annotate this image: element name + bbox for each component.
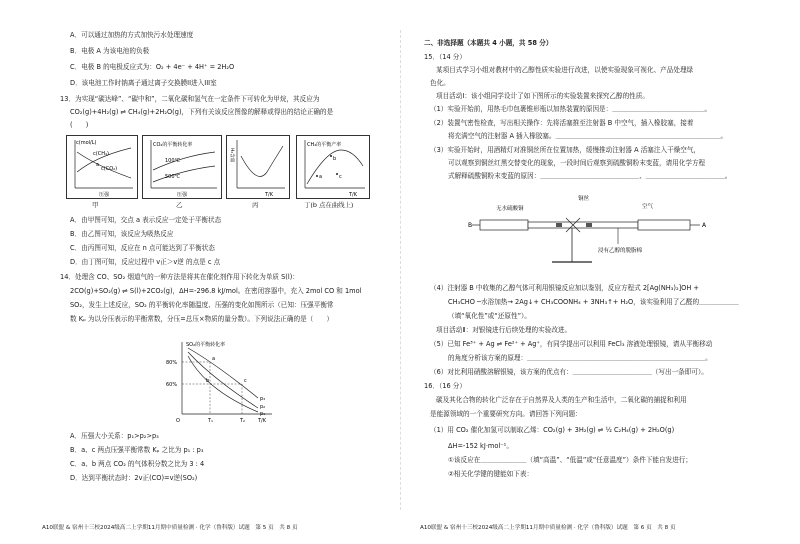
q15-sub-4a: （4）注射器 B 中收集的乙醇气体可利用银镜反应加以鉴别，反应方程式 2[Ag(NH₃)₂]OH + [430,284,699,292]
graph-jia-curve1: c(CH₄) [93,151,109,157]
graph-jia-point: a [96,162,100,168]
caption-bing: 丙 [252,201,259,209]
graph-yi-xlabel: 压强 [177,192,188,198]
graph-yi-t2: 500℃ [165,174,181,180]
so2-graph-origin: O [176,418,180,424]
apparatus-cuso4: 无水硫酸铜 [496,206,524,212]
q16-delta-h: ΔH=-152 kJ·mol⁻¹。 [448,442,513,450]
graph-jia [66,135,138,199]
caption-ding: 丁(b 点在曲线上) [304,201,354,209]
so2-graph-title: SO₂的平衡转化率 [186,342,226,348]
left-page [42,0,390,544]
graph-ding [296,135,370,199]
graph-jia-plot [67,136,137,198]
q14-stem-3: SO₂，发生上述反应，SO₂ 的平衡转化率随温度、压强的变化如图所示（已知：压强平衡常 [70,301,334,309]
q14-option-d: D．达到平衡状态时：2v正(CO)=v逆(SO₂) [70,474,198,482]
q13-option-c: C．由丙图可知，反应在 n 点可能达到了平衡状态 [70,244,215,252]
graph-bing [226,135,290,199]
so2-graph-b: b [206,378,210,384]
q15-sub-6: （6）对比利用硝酸溶解银镜，该方案的优点有：＿＿＿＿＿＿＿＿＿＿＿＿（写出一条即可）。 [430,368,708,376]
section-heading: 二、非选择题（本题共 4 小题，共 58 分） [424,39,553,47]
q15-sub-2a: （2）装置气密性检查，写出相关操作：先将活塞推至注射器 B 中空气，插入橡胶塞，接着 [430,119,694,127]
right-page [420,0,760,544]
q16-heading: 16．（16 分） [424,382,466,390]
q13-option-d: D．由丁图可知，反应过程中 v正＞v逆 的点是 c 点 [70,258,221,266]
so2-graph-t2: T₂ [240,418,246,424]
page-divider [400,30,401,510]
so2-graph-t1: T₁ [208,418,214,424]
q13-option-b: B．由乙图可知，该反应为吸热反应 [70,230,174,238]
q15-sub-3a: （3）实验开始时，用酒精灯对准铜丝所在位置加热，缓慢推动注射器 A 活塞注入干燥空气， [430,146,701,154]
apparatus-ethanol-cotton: 浸有乙醇的脱脂棉 [598,248,643,254]
q13-stem-2: CO₂(g)+4H₂(g) ⇌ CH₄(g)+2H₂O(g)，下列有关该反应图像的解释或得出的结论正确的是 [70,108,334,116]
graph-yi [142,135,222,199]
caption-jia: 甲 [92,201,99,209]
graph-jia-curve2: c(CO₂) [101,166,118,172]
so2-graph-p2: p₂ [260,404,266,410]
apparatus-a: A [702,222,707,229]
graph-ding-title: CH₄的平衡产率 [307,142,342,148]
so2-graph-a: a [212,356,216,362]
apparatus-cu-wire: 铜丝 [578,196,590,202]
graph-ding-plot [297,136,369,198]
q13-option-a: A．由甲图可知，交点 a 表示反应一定处于平衡状态 [70,216,222,224]
graph-ding-b: b [333,156,337,162]
q15-sub-3b: 可以观察到铜丝红黑交替变化的现象，一段时间后观察到硫酸铜粉末变蓝，请用化学方程 [448,159,706,167]
q14-stem-1: 14．处理含 CO、SO₂ 烟道气的一种方法是将其在催化剂作用下转化为单质 S(l)： [60,273,299,281]
q16-sub-1-i: ①该反应在＿＿＿＿＿＿＿（填“高温”、“低温”或“任意温度”）条件下能自发进行； [448,456,692,464]
q15-activity-2: 项目活动Ⅱ：对银镜进行后续处理的实验改进。 [436,326,572,334]
q15-sub-2b: 将充满空气的注射器 A 插入橡胶塞。＿＿＿＿＿＿＿＿＿＿＿＿＿＿＿＿＿＿＿＿＿＿＿＿＿。 [448,132,728,140]
graph-ding-xlabel: T/K [349,192,358,198]
q15-sub-1: （1）实验开始前，用热毛巾包裹锥形瓶以加热装置的原因是：＿＿＿＿＿＿＿＿＿＿＿＿＿＿。 [430,105,712,113]
so2-conversion-graph [166,338,276,424]
q14-option-b: B．a、c 两点压强平衡常数 Kₚ 之比为 p₁ : p₃ [70,446,204,454]
graph-ding-a: a [319,174,323,180]
left-footer: A10联盟 & 宿州十三校2024级高二上学期11月期中质量检测 · 化学（鲁科版）试题 第 5 页 共 8 页 [42,525,298,531]
apparatus-diagram [468,190,708,276]
q12-option-a: A．可以通过加热的方式加快污水处理速度 [70,31,194,39]
q13-stem-3: ( ) [70,121,89,129]
q15-intro-2: 色化。 [430,79,450,87]
q15-sub-5a: （5）已知 Fe³⁺ + Ag ⇌ Fe²⁺ + Ag⁺，有同学提出可以利用 FeCl₃ 溶液处理银镜，请从平衡移动 [430,340,713,348]
q15-sub-5b: 的角度分析该方案的原理：＿＿＿＿＿＿＿＿＿＿＿＿＿＿＿＿＿＿＿＿＿＿＿＿＿＿＿。 [448,354,712,362]
q12-option-c: C．电极 B 的电极反应式为：O₂ + 4e⁻ + 4H⁺ = 2H₂O [70,63,235,71]
graph-jia-xlabel: 压强 [99,192,110,198]
q16-sub-1-ii: ②相关化学键的键能如下表： [448,470,534,478]
q14-option-a: A．压强大小关系：p₁>p₂>p₃ [70,432,159,440]
graph-bing-xlabel: T/K [265,192,274,198]
so2-graph-p3: p₃ [260,396,266,402]
so2-graph-c: c [244,378,247,384]
q15-sub-4c: （填“氧化性”或“还原性”）。 [448,312,531,320]
graph-ding-c: c [339,174,342,180]
so2-graph-y60: 60% [166,382,178,388]
q15-sub-3c: 式解释硫酸铜粉末变蓝的原因：＿＿＿＿＿＿＿＿＿＿＿＿＿＿＿、＿＿＿＿＿＿＿＿＿＿＿＿。 [448,172,732,180]
q16-intro-2: 是能源领域的一个重要研究方向。请回答下列问题： [430,410,582,418]
so2-graph-p1: p₁ [260,411,266,417]
q15-activity-1: 项目活动Ⅰ：该小组同学设计了如下图所示的实验装置来探究乙醇的性质。 [436,92,649,100]
graph-yi-title: CO₂的平衡转化率 [153,142,193,148]
graph-bing-plot [227,136,289,198]
apparatus-air: 空气 [642,204,654,210]
right-footer: A10联盟 & 宿州十三校2024级高二上学期11月期中质量检测 · 化学（鲁科版）试题 第 6 页 共 8 页 [420,525,676,531]
q15-sub-4b: CH₃CHO ─水浴加热→ 2Ag↓+ CH₃COONH₄ + 3NH₃↑+ H₂O，该实验利用了乙醛的＿＿＿＿＿＿ [448,298,739,306]
q13-stem-1: 13．为实现“碳达峰”、“碳中和”，二氧化碳和氢气在一定条件下可转化为甲烷，其反应为 [60,95,320,103]
apparatus-b: B [468,222,473,229]
q14-stem-4: 数 Kₚ 为以分压表示的平衡常数，分压=总压×物质的量分数）。下列说法正确的是（ ） [70,315,334,323]
graph-yi-t1: 100℃ [165,158,181,164]
q16-intro-1: 碳及其化合物的转化广泛存在于自然界及人类的生产和生活中，二氧化碳的捕捉和利用 [436,396,687,404]
q15-heading: 15．（14 分） [424,53,466,61]
q16-sub-1: （1）用 CO₂ 催化加氢可以制取乙烯：CO₂(g) + 3H₂(g) ⇌ ½ C₂H₄(g) + 2H₂O(g) [430,426,675,434]
q12-option-d: D．该电池工作时钠离子通过离子交换膜II进入III室 [70,79,217,87]
q14-stem-2: 2CO(g)+SO₂(g) ⇌ S(l)+2CO₂(g)，ΔH=-296.8 kJ/mol。在密闭容器中，充入 2mol CO 和 1mol [70,287,362,295]
q12-option-b: B．电极 A 为该电池的负极 [70,47,150,55]
q14-option-c: C．a、b 两点 CO₂ 的气体积分数之比为 3 : 4 [70,460,205,468]
q15-intro-1: 某项目式学习小组对教材中的乙醇性质实验进行改进，以使实验现象可视化、产品处理绿 [436,66,694,74]
graph-yi-plot [143,136,221,198]
so2-graph-xlabel: T/K [258,418,267,424]
so2-graph-y80: 80% [166,360,178,366]
graph-bing-ylabel: H₂含量 [229,148,234,163]
graph-jia-ylabel: c(mol/L) [76,140,97,146]
caption-yi: 乙 [176,201,183,209]
